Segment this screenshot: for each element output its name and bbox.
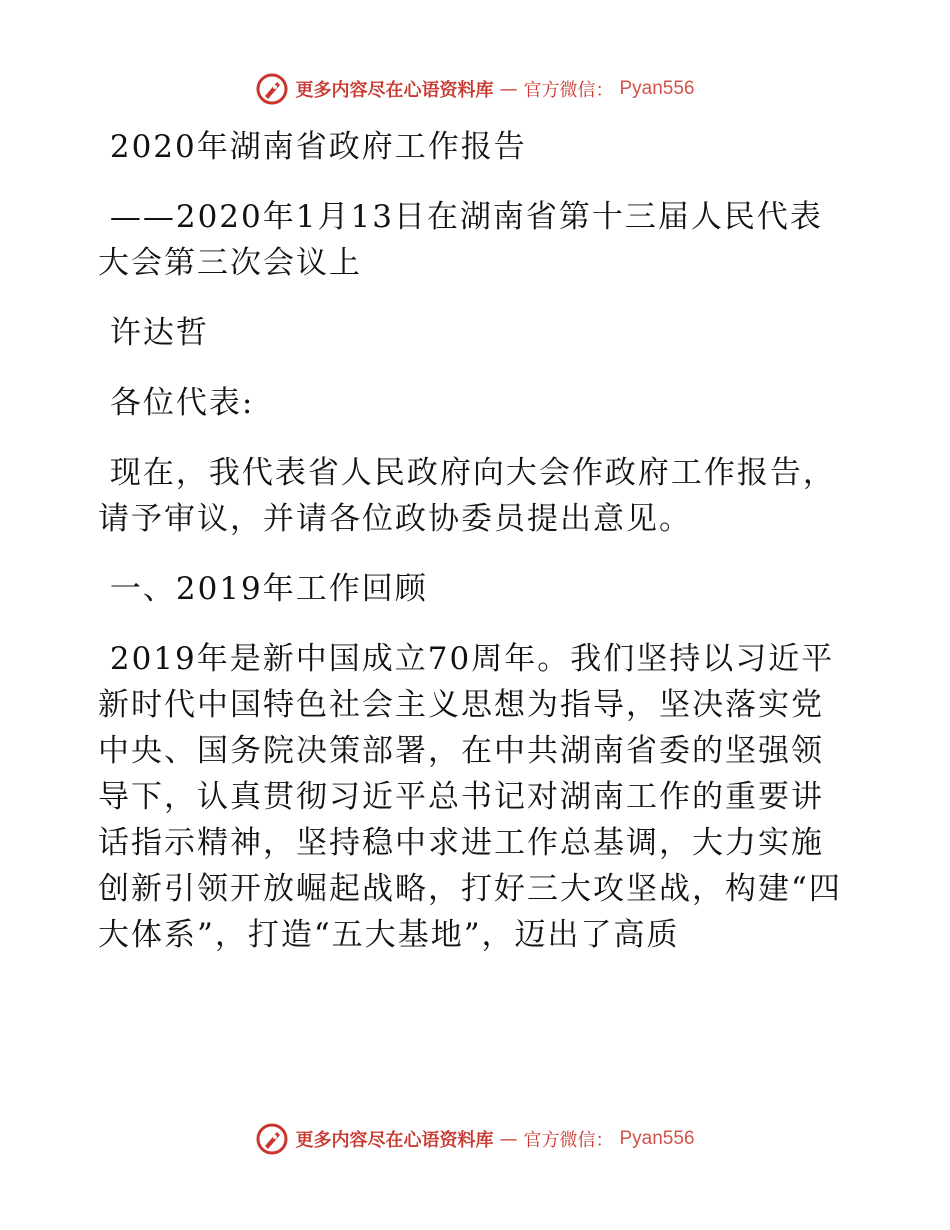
section-heading: 一、2019年工作回顾 (98, 571, 428, 607)
watermark-wechat-id: Pyan556 (619, 78, 695, 99)
watermark-banner-bottom (0, 1122, 950, 1156)
pen-nib-circle-icon (255, 1122, 289, 1156)
document-intro: 现在，我代表省人民政府向大会作政府工作报告，请予审议，并请各位政协委员提出意见。 (98, 455, 836, 537)
watermark-wechat-id: Pyan556 (619, 1128, 695, 1149)
document-subtitle: ——2020年1月13日在湖南省第十三届人民代表大会第三次会议上 (98, 199, 823, 281)
watermark-wechat-label: 官方微信： (523, 1130, 614, 1151)
document-salutation: 各位代表: (98, 385, 255, 421)
watermark-wechat-label: 官方微信： (523, 80, 614, 101)
watermark-text: 更多内容尽在心语资料库 (295, 80, 494, 101)
watermark-text: 更多内容尽在心语资料库 (295, 1130, 494, 1151)
document-author: 许达哲 (98, 315, 209, 351)
watermark-separator: — (499, 1128, 518, 1150)
watermark-banner-top (0, 72, 950, 106)
pen-nib-circle-icon (255, 72, 289, 106)
document-title: 2020年湖南省政府工作报告 (98, 129, 527, 165)
document-body-paragraph: 2019年是新中国成立70周年。我们坚持以习近平新时代中国特色社会主义思想为指导，坚决落实党中央、国务院决策部署，在中共湖南省委的坚强领导下，认真贯彻习近平总书记对湖南工作的重要讲话指示精神，坚持稳中求进工作总基调，大力实施创新引领开放崛起战略，打好三大攻坚战，构建“四大体系”，打造“五大基地”，迈出了高质 (98, 641, 842, 953)
watermark-separator: — (499, 78, 518, 100)
document-body (98, 124, 850, 958)
